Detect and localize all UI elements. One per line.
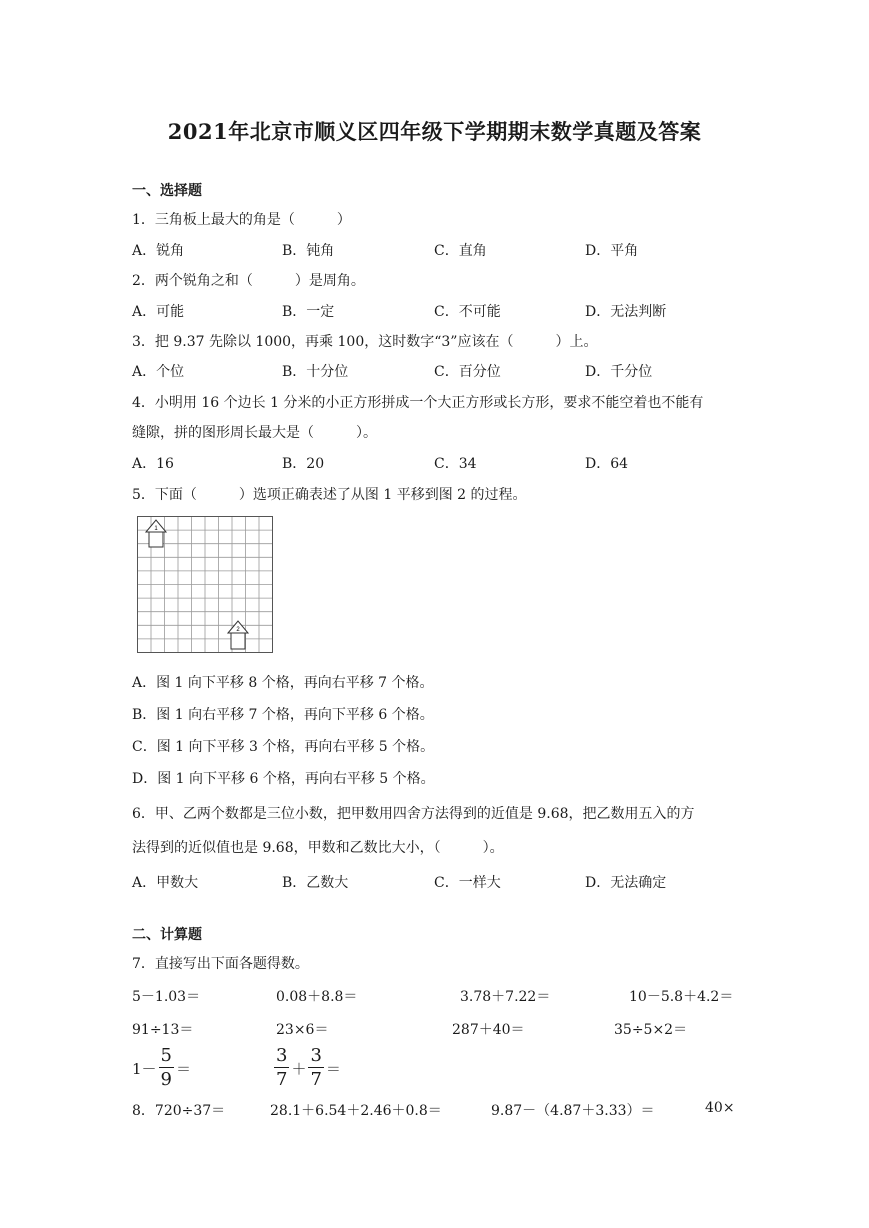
calc-item: 23×6＝ [276, 1022, 329, 1038]
fraction-expression-2 [272, 1047, 341, 1089]
question-2: 2．两个锐角之和（ ）是周角。 [132, 273, 365, 289]
fraction-expression-1 [132, 1047, 191, 1089]
q3-option-b: B．十分位 [282, 364, 349, 380]
q5-option-b: B．图 1 向右平移 7 个格，再向下平移 6 个格。 [132, 707, 434, 723]
q1-option-b: B．钝角 [282, 243, 335, 259]
q6-option-c: C．一样大 [434, 875, 501, 891]
calc-item: 287＋40＝ [452, 1022, 525, 1038]
fraction-5-9 [159, 1047, 174, 1089]
section-heading-calc: 二、计算题 [132, 927, 202, 943]
fraction-equals: ＝ [325, 1059, 341, 1078]
question-1: 1．三角板上最大的角是（ ） [132, 212, 351, 228]
fraction-3-7-a [274, 1047, 289, 1089]
page-title: 2021年北京市顺义区四年级下学期期末数学真题及答案 [167, 119, 702, 144]
house-1-label: 1 [154, 526, 158, 532]
q6-option-b: B．乙数大 [282, 875, 349, 891]
calc-item: 0.08＋8.8＝ [276, 989, 358, 1005]
q2-option-d: D．无法判断 [585, 304, 667, 320]
question-8-item: 28.1＋6.54＋2.46＋0.8＝ [270, 1103, 442, 1119]
question-5: 5．下面（ ）选项正确表述了从图 1 平移到图 2 的过程。 [132, 487, 527, 503]
q2-option-b: B．一定 [282, 304, 335, 320]
fraction-numerator: 3 [276, 1045, 288, 1066]
q5-option-c: C．图 1 向下平移 3 个格，再向右平移 5 个格。 [132, 739, 435, 755]
question-7: 7．直接写出下面各题得数。 [132, 956, 309, 972]
fraction-denominator: 7 [310, 1069, 322, 1090]
calc-item: 35÷5×2＝ [614, 1022, 688, 1038]
q1-option-a: A．锐角 [132, 243, 185, 259]
calc-item: 10－5.8＋4.2＝ [629, 989, 734, 1005]
q1-option-c: C．直角 [434, 243, 487, 259]
fraction-equals: ＝ [176, 1059, 192, 1078]
question-8-item: 40× [705, 1100, 735, 1116]
q3-option-a: A．个位 [132, 364, 185, 380]
question-3: 3．把 9.37 先除以 1000，再乘 100，这时数字“3”应该在（ ）上。 [132, 334, 598, 350]
calc-item: 91÷13＝ [132, 1022, 194, 1038]
translation-grid-figure [137, 516, 273, 654]
fraction-numerator: 3 [310, 1045, 322, 1066]
question-8-item: 9.87－（4.87＋3.33）＝ [491, 1103, 655, 1119]
q6-option-d: D．无法确定 [585, 875, 667, 891]
house-2-label: 2 [236, 627, 240, 633]
section-heading-choice: 一、选择题 [132, 183, 202, 199]
q4-option-d: D．64 [585, 456, 629, 472]
fraction-denominator: 9 [160, 1069, 172, 1090]
q6-option-a: A．甲数大 [132, 875, 199, 891]
q2-option-c: C．不可能 [434, 304, 501, 320]
q4-option-a: A．16 [132, 456, 174, 472]
q3-option-c: C．百分位 [434, 364, 501, 380]
fraction-prefix: 1－ [132, 1059, 157, 1078]
q5-option-d: D．图 1 向下平移 6 个格，再向右平移 5 个格。 [132, 771, 435, 787]
house-figure-1 [146, 520, 166, 547]
question-6-line-1: 6．甲、乙两个数都是三位小数，把甲数用四舍方法得到的近值是 9.68，把乙数用五入的方 [132, 806, 695, 822]
calc-item: 5－1.03＝ [132, 989, 201, 1005]
q4-option-c: C．34 [434, 456, 477, 472]
question-6-line-2: 法得到的近似值也是 9.68，甲数和乙数比大小，（ ）。 [132, 840, 504, 856]
question-8-item: 8．720÷37＝ [132, 1103, 226, 1119]
fraction-3-7-b [308, 1047, 323, 1089]
q2-option-a: A．可能 [132, 304, 185, 320]
fraction-operator: ＋ [291, 1059, 307, 1078]
question-4-line-2: 缝隙，拼的图形周长最大是（ ）。 [132, 425, 377, 441]
fraction-denominator: 7 [276, 1069, 288, 1090]
fraction-numerator: 5 [160, 1045, 172, 1066]
q3-option-d: D．千分位 [585, 364, 653, 380]
q4-option-b: B．20 [282, 456, 325, 472]
q1-option-d: D．平角 [585, 243, 639, 259]
calc-item: 3.78＋7.22＝ [460, 989, 551, 1005]
question-4-line-1: 4．小明用 16 个边长 1 分米的小正方形拼成一个大正方形或长方形，要求不能空着也不能有 [132, 395, 704, 411]
q5-option-a: A．图 1 向下平移 8 个格，再向右平移 7 个格。 [132, 675, 434, 691]
